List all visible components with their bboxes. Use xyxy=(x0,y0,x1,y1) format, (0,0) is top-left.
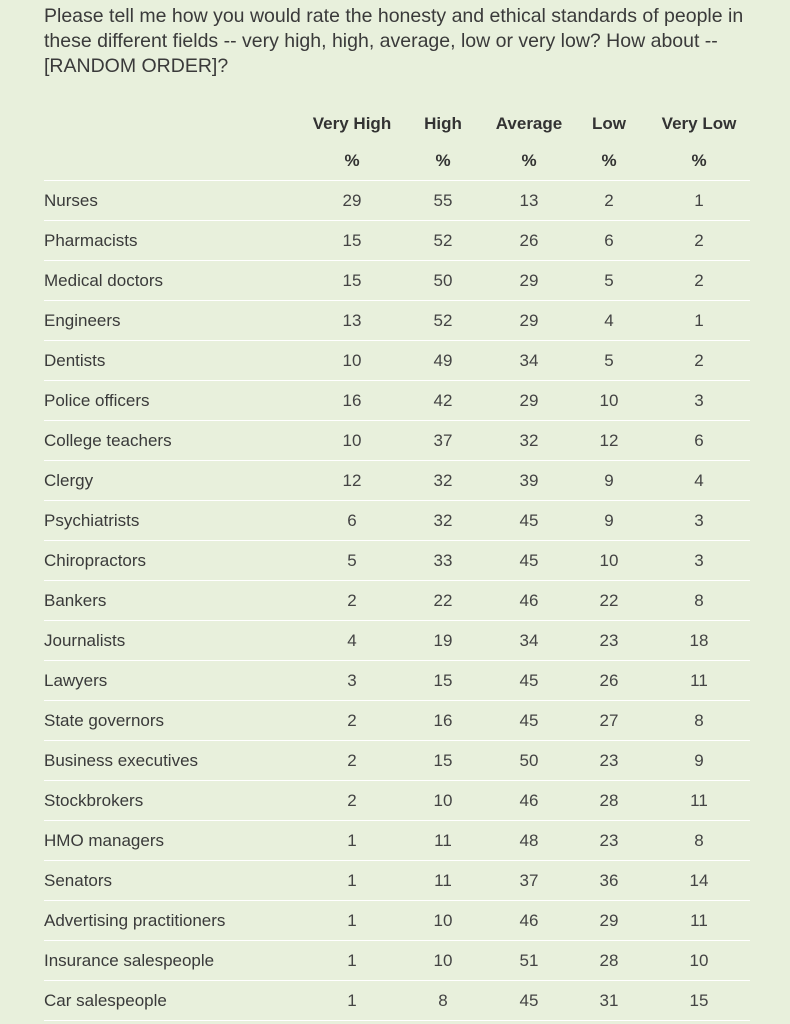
table-cell: 15 xyxy=(689,991,709,1010)
table-cell: 11 xyxy=(434,871,452,890)
survey-question: Please tell me how you would rate the honesty and ethical standards of people in these different fields -- very high, high, average, low or very low? How about -- [RANDOM ORDER]? xyxy=(44,5,744,77)
table-cell: 2 xyxy=(694,271,704,290)
row-label: Pharmacists xyxy=(44,231,138,250)
table-cell: 34 xyxy=(519,351,539,370)
table-cell: 28 xyxy=(599,791,619,810)
table-row xyxy=(44,701,750,741)
table-row xyxy=(44,541,750,581)
table-cell: 3 xyxy=(694,551,704,570)
row-label: Chiropractors xyxy=(44,551,147,570)
table-cell: 10 xyxy=(433,951,453,970)
table-cell: 3 xyxy=(694,511,704,530)
table-row xyxy=(44,861,750,901)
table-cell: 10 xyxy=(342,431,362,450)
table-cell: 18 xyxy=(689,631,709,650)
table-cell: 36 xyxy=(599,871,619,890)
table-cell: 1 xyxy=(347,871,357,890)
table-cell: 32 xyxy=(519,431,539,450)
table-row xyxy=(44,821,750,861)
table-cell: 23 xyxy=(599,751,619,770)
table-cell: 46 xyxy=(519,911,539,930)
table-cell: 9 xyxy=(604,471,614,490)
table-cell: 5 xyxy=(604,271,614,290)
table-cell: 13 xyxy=(519,191,539,210)
table-header-row xyxy=(44,104,750,142)
table-cell: 2 xyxy=(694,351,704,370)
table-cell: 15 xyxy=(342,231,362,250)
table-cell: 4 xyxy=(347,631,357,650)
table-cell: 2 xyxy=(694,231,704,250)
table-cell: 11 xyxy=(690,791,708,810)
table-row xyxy=(44,501,750,541)
table-cell: 2 xyxy=(347,791,357,810)
table-cell: 6 xyxy=(604,231,614,250)
table-cell: 16 xyxy=(433,711,453,730)
table-row xyxy=(44,581,750,621)
table-cell: 50 xyxy=(433,271,453,290)
table-cell: 10 xyxy=(599,551,619,570)
row-label: Business executives xyxy=(44,751,199,770)
table-cell: 6 xyxy=(347,511,357,530)
table-cell: 4 xyxy=(604,311,614,330)
table-cell: 51 xyxy=(519,951,539,970)
table-cell: 2 xyxy=(347,591,357,610)
table-cell: 12 xyxy=(599,431,619,450)
table-cell: 45 xyxy=(519,711,539,730)
table-cell: 1 xyxy=(347,991,357,1010)
table-cell: 9 xyxy=(694,751,704,770)
table-cell: 10 xyxy=(433,911,453,930)
table-cell: 1 xyxy=(347,951,357,970)
table-row xyxy=(44,461,750,501)
table-row xyxy=(44,301,750,341)
table-cell: 6 xyxy=(694,431,704,450)
table-cell: 10 xyxy=(599,391,619,410)
table-row xyxy=(44,781,750,821)
row-label: Bankers xyxy=(44,591,107,610)
table-cell: 15 xyxy=(342,271,362,290)
table-cell: 15 xyxy=(433,671,453,690)
table-cell: 22 xyxy=(599,591,619,610)
unit-low: % xyxy=(601,151,617,170)
table-cell: 23 xyxy=(599,831,619,850)
unit-very-low: % xyxy=(691,151,707,170)
table-cell: 8 xyxy=(694,591,704,610)
table-cell: 29 xyxy=(519,391,539,410)
table-row xyxy=(44,901,750,941)
table-cell: 19 xyxy=(433,631,453,650)
table-row xyxy=(44,981,750,1021)
table-cell: 26 xyxy=(599,671,619,690)
table-cell: 23 xyxy=(599,631,619,650)
column-header-very-low: Very Low xyxy=(661,114,737,133)
row-label: Engineers xyxy=(44,311,121,330)
table-cell: 50 xyxy=(519,751,539,770)
row-label: College teachers xyxy=(44,431,172,450)
row-label: Psychiatrists xyxy=(44,511,140,530)
table-cell: 32 xyxy=(433,511,453,530)
table-cell: 12 xyxy=(342,471,362,490)
row-label: Clergy xyxy=(44,471,94,490)
table-body xyxy=(44,181,750,1021)
table-cell: 46 xyxy=(519,791,539,810)
table-cell: 27 xyxy=(599,711,619,730)
row-label: HMO managers xyxy=(44,831,164,850)
table-cell: 16 xyxy=(342,391,362,410)
table-cell: 13 xyxy=(342,311,362,330)
table-cell: 29 xyxy=(599,911,619,930)
table-cell: 1 xyxy=(347,831,357,850)
table-cell: 52 xyxy=(433,231,453,250)
table-cell: 28 xyxy=(599,951,619,970)
table-row xyxy=(44,621,750,661)
table-cell: 2 xyxy=(347,711,357,730)
ratings-table xyxy=(44,104,750,1021)
row-label: Senators xyxy=(44,871,113,890)
table-row xyxy=(44,221,750,261)
table-cell: 32 xyxy=(433,471,453,490)
table-cell: 45 xyxy=(519,671,539,690)
table-row xyxy=(44,341,750,381)
table-cell: 49 xyxy=(433,351,453,370)
table-cell: 55 xyxy=(433,191,453,210)
table-cell: 45 xyxy=(519,991,539,1010)
column-header-high: High xyxy=(424,114,462,133)
row-label: Nurses xyxy=(44,191,98,210)
table-cell: 10 xyxy=(342,351,362,370)
table-row xyxy=(44,741,750,781)
row-label: Dentists xyxy=(44,351,106,370)
table-cell: 42 xyxy=(433,391,453,410)
table-cell: 52 xyxy=(433,311,453,330)
row-label: Car salespeople xyxy=(44,991,167,1010)
column-header-low: Low xyxy=(592,114,626,133)
table-cell: 1 xyxy=(347,911,357,930)
table-cell: 3 xyxy=(347,671,357,690)
table-row xyxy=(44,661,750,701)
table-cell: 34 xyxy=(519,631,539,650)
table-cell: 11 xyxy=(434,831,452,850)
table-cell: 48 xyxy=(519,831,539,850)
table-cell: 10 xyxy=(689,951,709,970)
table-cell: 4 xyxy=(694,471,704,490)
table-cell: 22 xyxy=(433,591,453,610)
unit-average: % xyxy=(521,151,537,170)
table-cell: 15 xyxy=(433,751,453,770)
row-label: Journalists xyxy=(44,631,126,650)
column-header-very-high: Very High xyxy=(312,114,392,133)
unit-high: % xyxy=(435,151,451,170)
table-cell: 31 xyxy=(599,991,619,1010)
table-cell: 29 xyxy=(342,191,362,210)
table-cell: 2 xyxy=(604,191,614,210)
column-header-average: Average xyxy=(495,114,563,133)
table-cell: 8 xyxy=(694,711,704,730)
table-cell: 11 xyxy=(690,911,708,930)
row-label: Medical doctors xyxy=(44,271,164,290)
table-row xyxy=(44,421,750,461)
table-cell: 5 xyxy=(604,351,614,370)
table-row xyxy=(44,941,750,981)
table-cell: 1 xyxy=(694,311,704,330)
table-cell: 37 xyxy=(433,431,453,450)
table-cell: 26 xyxy=(519,231,539,250)
table-cell: 8 xyxy=(438,991,448,1010)
row-label: Stockbrokers xyxy=(44,791,144,810)
table-row xyxy=(44,261,750,301)
table-cell: 14 xyxy=(689,871,709,890)
table-cell: 10 xyxy=(433,791,453,810)
row-label: State governors xyxy=(44,711,165,730)
table-cell: 29 xyxy=(519,311,539,330)
table-cell: 5 xyxy=(347,551,357,570)
table-cell: 46 xyxy=(519,591,539,610)
row-label: Lawyers xyxy=(44,671,108,690)
table-unit-row xyxy=(44,142,750,181)
table-cell: 3 xyxy=(694,391,704,410)
row-label: Advertising practitioners xyxy=(44,911,226,930)
table-row xyxy=(44,381,750,421)
table-cell: 37 xyxy=(519,871,539,890)
table-cell: 11 xyxy=(690,671,708,690)
table-cell: 29 xyxy=(519,271,539,290)
row-label: Police officers xyxy=(44,391,150,410)
table-cell: 8 xyxy=(694,831,704,850)
table-cell: 9 xyxy=(604,511,614,530)
table-cell: 33 xyxy=(433,551,453,570)
unit-very-high: % xyxy=(344,151,360,170)
table-cell: 45 xyxy=(519,551,539,570)
table-cell: 2 xyxy=(347,751,357,770)
table-cell: 1 xyxy=(694,191,704,210)
row-label: Insurance salespeople xyxy=(44,951,215,970)
table-cell: 45 xyxy=(519,511,539,530)
table-cell: 39 xyxy=(519,471,539,490)
table-row xyxy=(44,181,750,221)
